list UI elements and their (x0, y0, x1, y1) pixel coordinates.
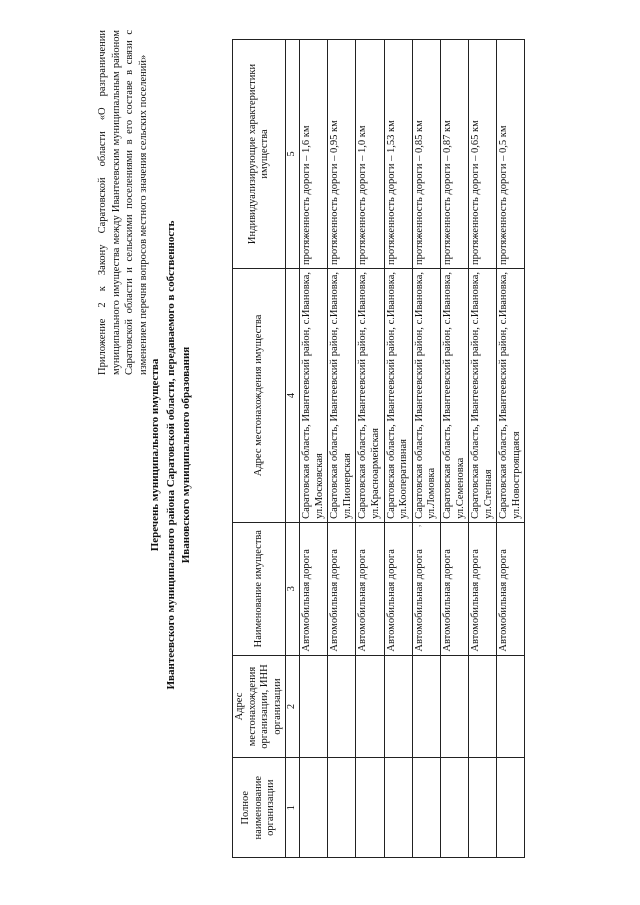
cell-property-address: Саратовская область, Ивантеевский район, с.Ивановка, ул.Московская (299, 269, 327, 523)
cell-org-name (497, 758, 525, 858)
cell-property-name: Автомобильная дорога (328, 522, 356, 655)
table-row (497, 40, 525, 858)
cell-property-name: Автомобильная дорога (412, 522, 440, 655)
cell-property-address: Саратовская область, Ивантеевский район, с.Ивановка, ул.Кооперативная (384, 269, 412, 523)
cell-org-name (299, 758, 327, 858)
cell-property-name: Автомобильная дорога (356, 522, 384, 655)
header-characteristics: Индивидуализирующие характеристики имущества (233, 40, 286, 269)
stray-mark: , (412, 524, 422, 527)
cell-org-name (469, 758, 497, 858)
cell-characteristics: протяженность дороги – 1,0 км (356, 40, 384, 269)
col-number: 4 (286, 269, 300, 523)
table-row (469, 40, 497, 858)
cell-org-name (356, 758, 384, 858)
table-row (412, 40, 440, 858)
cell-org-address (384, 655, 412, 758)
cell-org-name (328, 758, 356, 858)
table-header-row (233, 40, 286, 858)
column-number-row (286, 40, 300, 858)
header-org-address: Адрес местонахождения организации, ИНН организации (233, 655, 286, 758)
document-title (148, 45, 195, 865)
cell-org-address (299, 655, 327, 758)
cell-org-address (497, 655, 525, 758)
cell-property-name: Автомобильная дорога (469, 522, 497, 655)
cell-characteristics: протяженность дороги – 0,5 км (497, 40, 525, 269)
col-number: 2 (286, 655, 300, 758)
cell-characteristics: протяженность дороги – 0,65 км (469, 40, 497, 269)
col-number: 5 (286, 40, 300, 269)
property-table (232, 39, 525, 858)
cell-property-address: Саратовская область, Ивантеевский район, с.Ивановка, ул.Степная (469, 269, 497, 523)
col-number: 1 (286, 758, 300, 858)
cell-property-address: Саратовская область, Ивантеевский район, с.Ивановка, ул.Пионерская (328, 269, 356, 523)
header-property-address: Адрес местонахождения имущества (233, 269, 286, 523)
cell-characteristics: протяженность дороги – 0,85 км (412, 40, 440, 269)
cell-characteristics: протяженность дороги – 0,87 км (440, 40, 468, 269)
cell-property-name: Автомобильная дорога (497, 522, 525, 655)
cell-characteristics: протяженность дороги – 1,53 км (384, 40, 412, 269)
cell-org-address (356, 655, 384, 758)
col-number: 3 (286, 522, 300, 655)
cell-property-address: Саратовская область, Ивантеевский район, с.Ивановка, ул.Красноармейская (356, 269, 384, 523)
cell-property-name: Автомобильная дорога (440, 522, 468, 655)
cell-org-address (328, 655, 356, 758)
table-row (328, 40, 356, 858)
header-property-name: Наименование имущества (233, 522, 286, 655)
title-line-1: Перечень муниципального имущества (149, 358, 161, 552)
table-row (440, 40, 468, 858)
header-org-name: Полное наименование организации (233, 758, 286, 858)
appendix-note: Приложение 2 к Закону Саратовской области «О разграничении муниципального имущества между Ивантеевским муниципальным районом Саратовской области и сельскими поселениями в его составе в связи с изменением перечня вопросов местного значения сельских поселений» (97, 30, 149, 375)
cell-org-name (440, 758, 468, 858)
cell-property-address: Саратовская область, Ивантеевский район, с.Ивановка, ул.Семеновка (440, 269, 468, 523)
cell-org-name (384, 758, 412, 858)
cell-org-address (469, 655, 497, 758)
cell-property-name: Автомобильная дорога (299, 522, 327, 655)
cell-property-address: Саратовская область, Ивантеевский район, с.Ивановка, ул.Новостроящаяся (497, 269, 525, 523)
cell-org-address (440, 655, 468, 758)
cell-characteristics: протяженность дороги – 0,95 км (328, 40, 356, 269)
cell-property-name: Автомобильная дорога (384, 522, 412, 655)
title-line-2: Ивантеевского муниципального района Саратовской области, передаваемого в собственность (164, 220, 177, 690)
cell-org-name (412, 758, 440, 858)
cell-characteristics: протяженность дороги – 1,6 км (299, 40, 327, 269)
table-row (356, 40, 384, 858)
title-line-3: Ивановского муниципального образования (180, 346, 192, 564)
table-row (299, 40, 327, 858)
cell-org-address (412, 655, 440, 758)
cell-property-address: Саратовская область, Ивантеевский район, с.Ивановка, ул.Ломовка (412, 269, 440, 523)
table-row (384, 40, 412, 858)
